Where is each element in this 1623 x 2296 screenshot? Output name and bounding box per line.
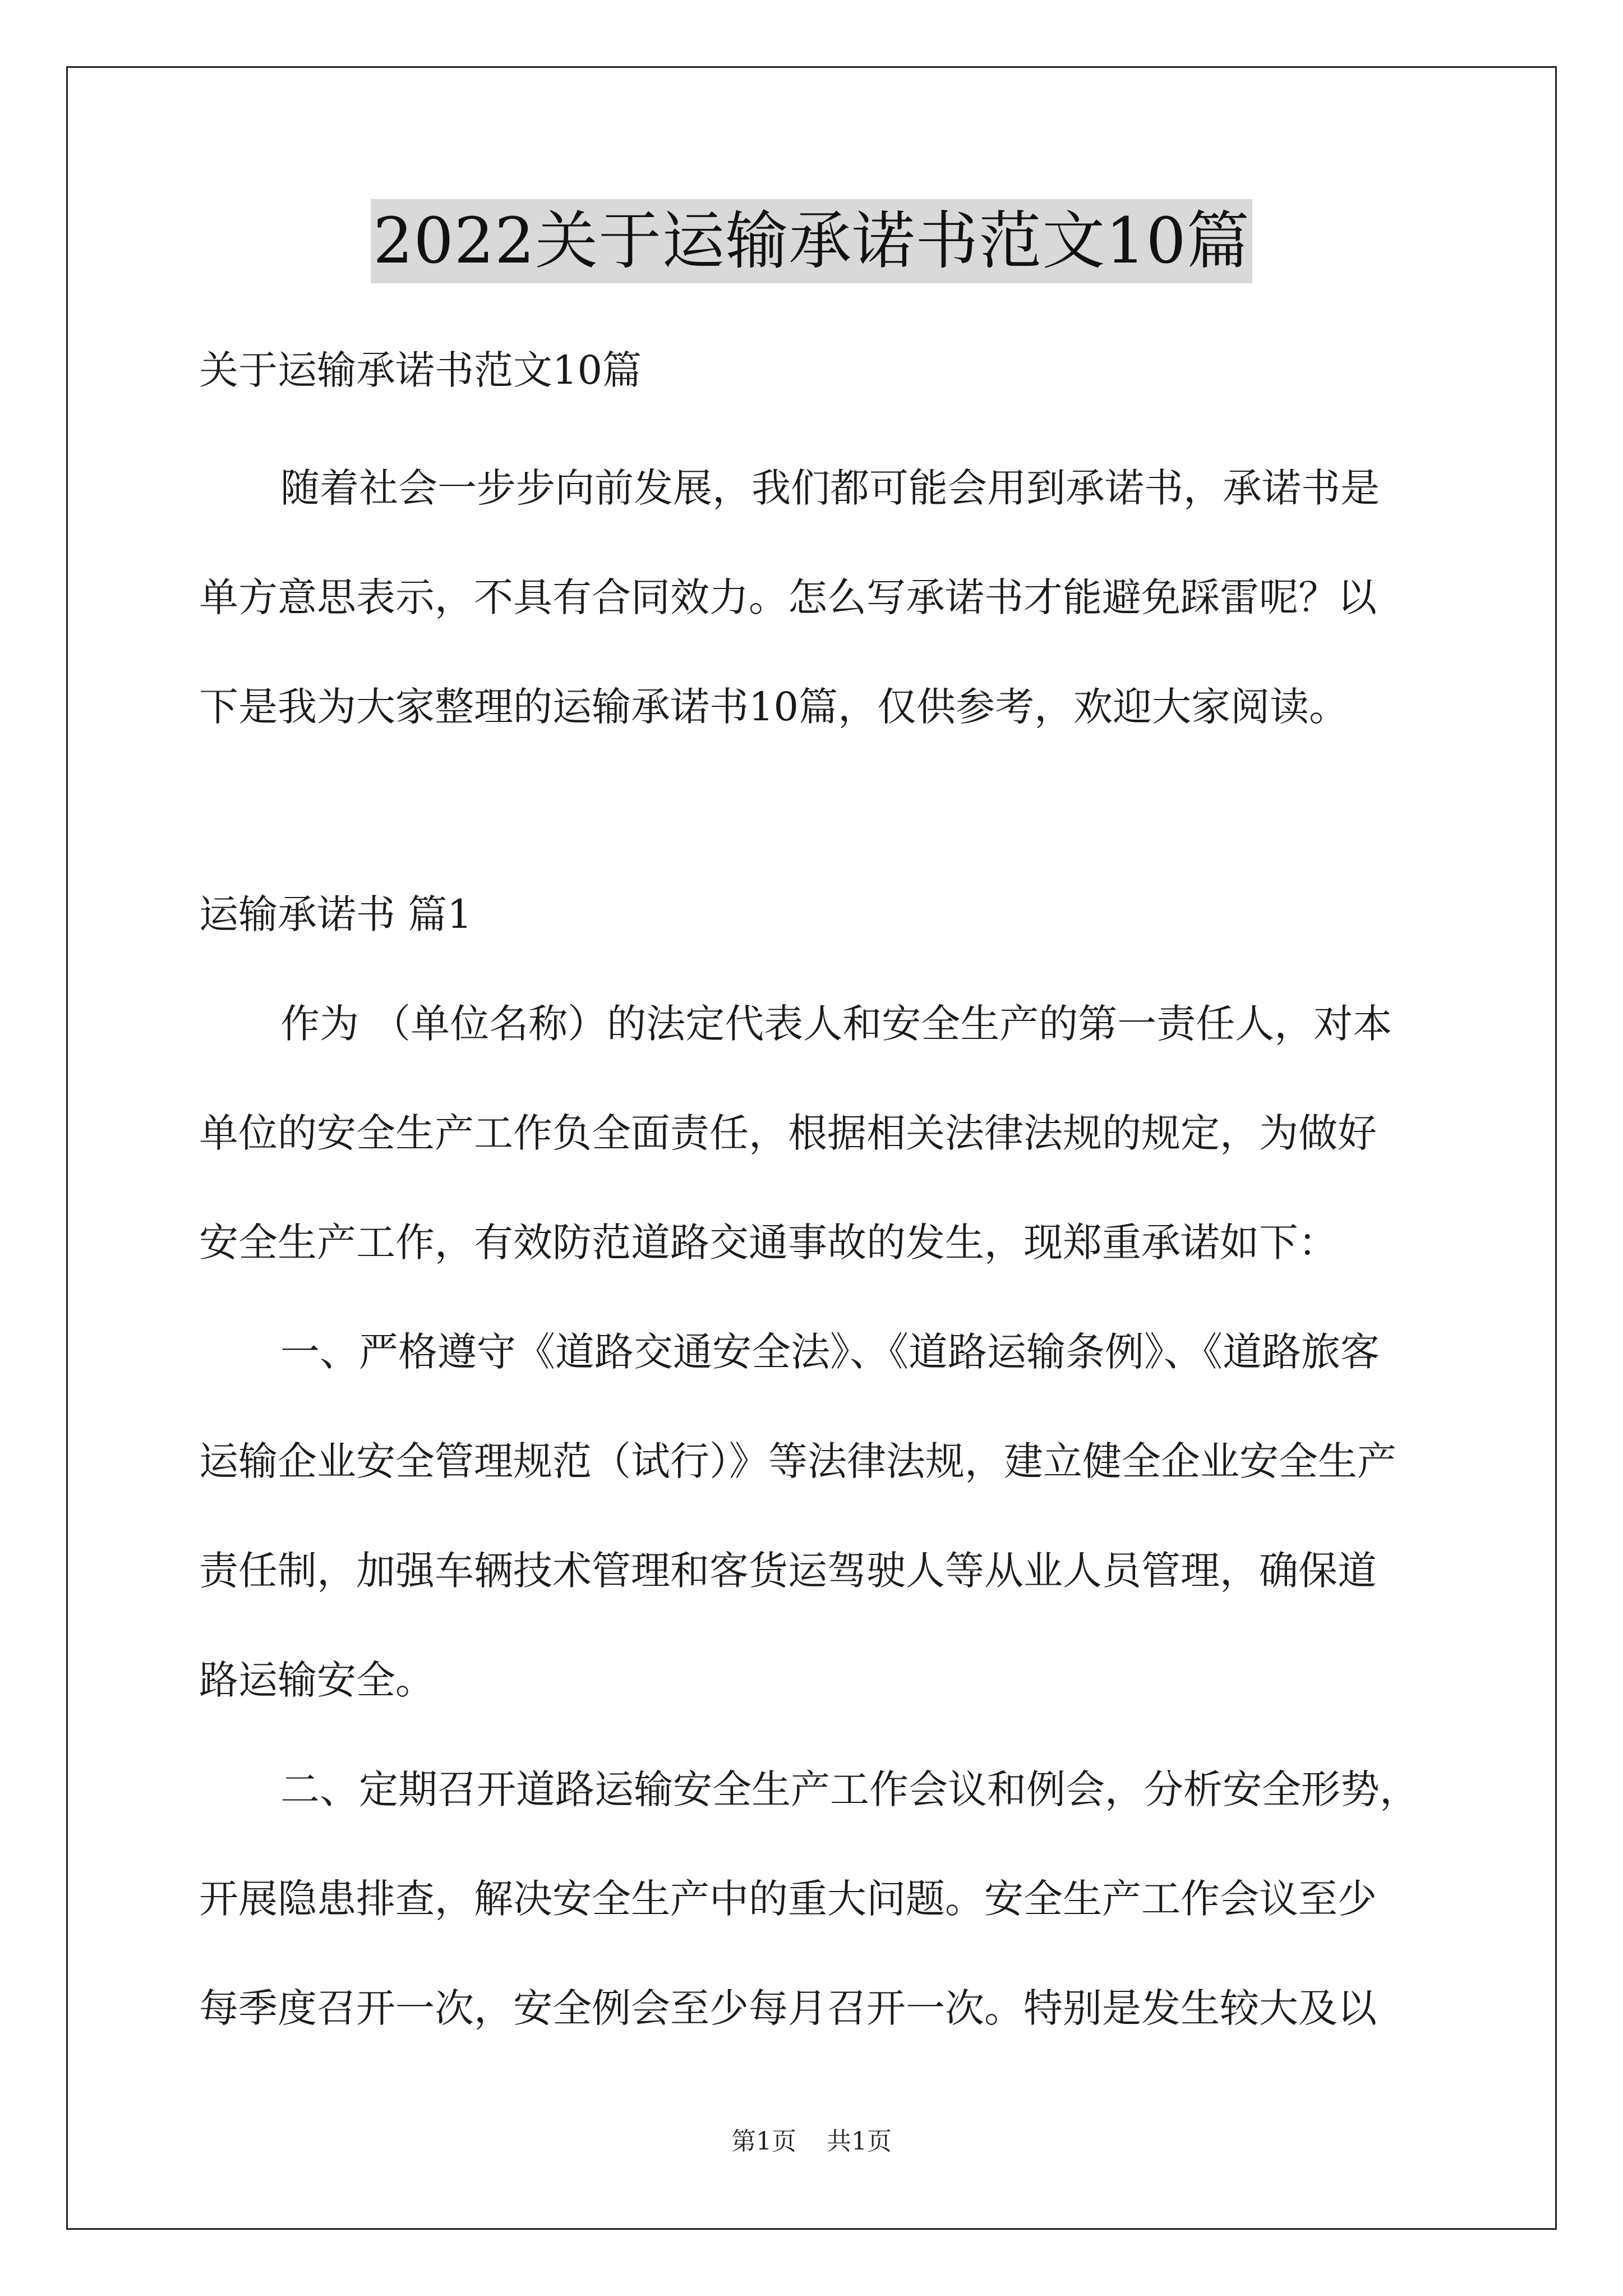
intro-line-3: 下是我为大家整理的运输承诺书10篇，仅供参考，欢迎大家阅读。 — [199, 684, 1349, 730]
section-heading: 运输承诺书 篇1 — [199, 891, 472, 937]
body-line-9: 开展隐患排查，解决安全生产中的重大问题。安全生产工作会议至少 — [199, 1876, 1377, 1922]
body-line-3: 安全生产工作，有效防范道路交通事故的发生，现郑重承诺如下： — [199, 1220, 1338, 1266]
body-line-10: 每季度召开一次，安全例会至少每月召开一次。特别是发生较大及以 — [199, 1985, 1377, 2031]
page-footer — [0, 2125, 1623, 2159]
document-subtitle: 关于运输承诺书范文10篇 — [199, 347, 642, 393]
document-title: 2022关于运输承诺书范文10篇 — [371, 199, 1252, 283]
body-line-7: 路运输安全。 — [199, 1657, 435, 1703]
intro-line-1: 随着社会一步步向前发展，我们都可能会用到承诺书，承诺书是 — [280, 465, 1380, 511]
intro-line-2: 单方意思表示，不具有合同效力。怎么写承诺书才能避免踩雷呢？以 — [199, 574, 1377, 620]
title-container — [0, 199, 1623, 283]
body-line-2: 单位的安全生产工作负全面责任，根据相关法律法规的规定，为做好 — [199, 1110, 1377, 1156]
body-line-6: 责任制，加强车辆技术管理和客货运驾驶人等从业人员管理，确保道 — [199, 1548, 1377, 1594]
body-line-1: 作为 （单位名称）的法定代表人和安全生产的第一责任人，对本 — [280, 1001, 1393, 1047]
body-line-5: 运输企业安全管理规范（试行）》等法律法规，建立健全企业安全生产 — [199, 1438, 1396, 1484]
body-line-8: 二、定期召开道路运输安全生产工作会议和例会，分析安全形势， — [280, 1766, 1419, 1812]
page-total: 共1页 — [827, 2127, 892, 2156]
page-number: 第1页 — [731, 2127, 796, 2156]
body-line-4: 一、严格遵守《道路交通安全法》、《道路运输条例》、《道路旅客 — [280, 1329, 1380, 1375]
